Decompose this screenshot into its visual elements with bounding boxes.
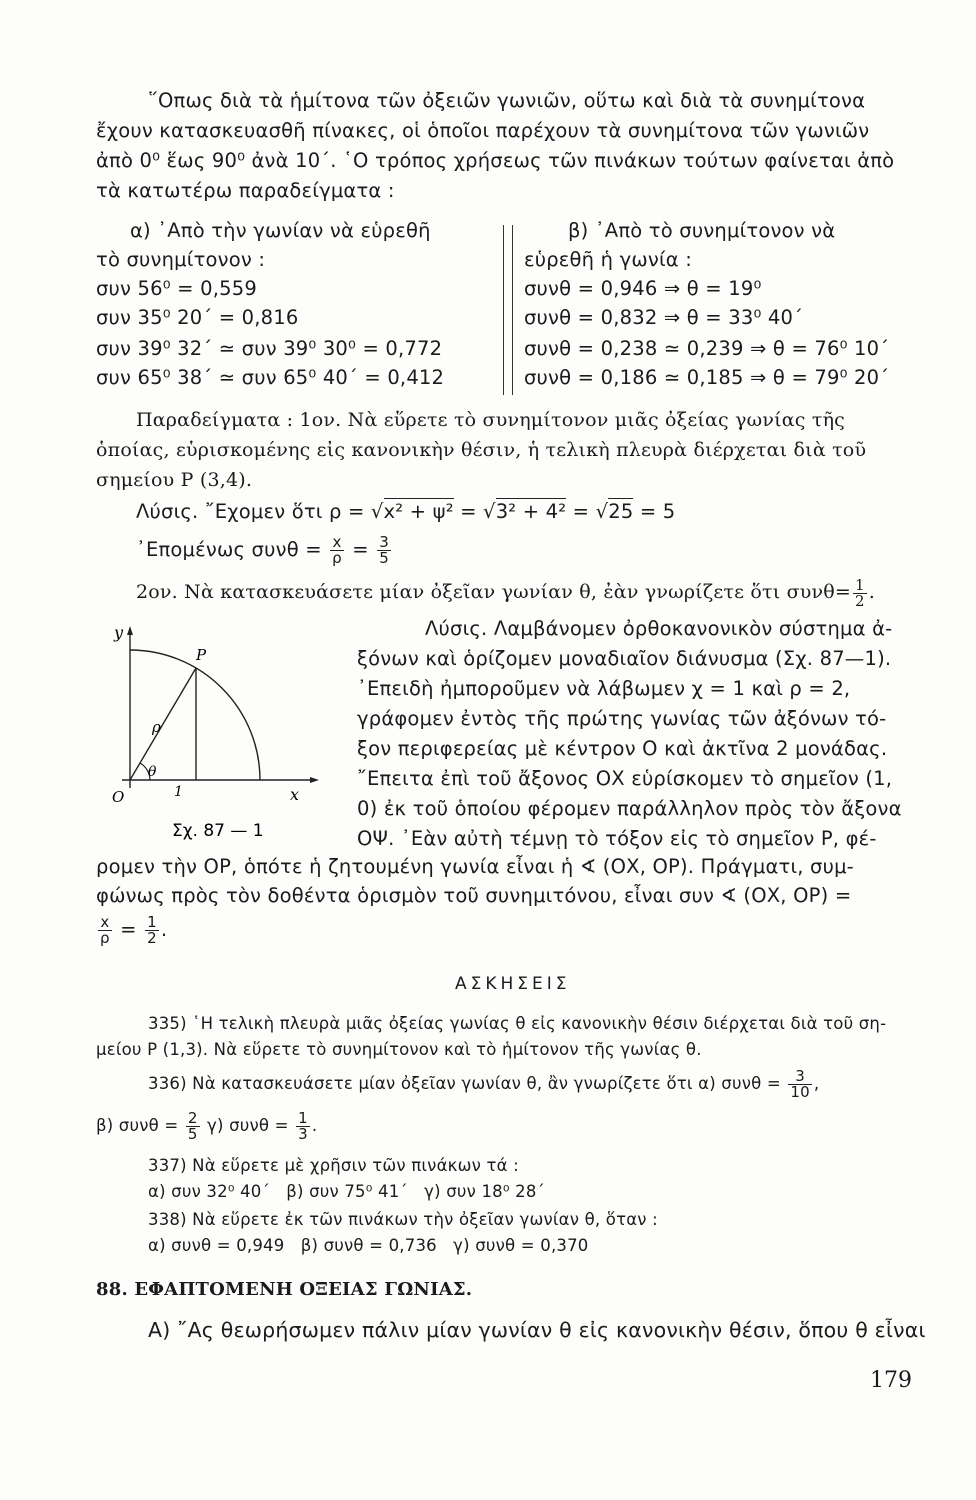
example-1-line-1: Παραδείγματα : 1ον. Νὰ εὕρετε τὸ συνημίτονον μιᾶς ὀξείας γωνίας τῆς <box>136 409 846 431</box>
col-b-line-3: συνθ = 0,946 ⇒ θ = 19⁰ <box>524 277 762 300</box>
frac-den: 5 <box>379 549 389 567</box>
intro-line-3: ἀπὸ 0⁰ ἕως 90⁰ ἀνὰ 10΄. ῾Ο τρόπος χρήσεως τῶν πινάκων τούτων φαίνεται ἀπὸ <box>96 149 895 172</box>
intro-line-4: τὰ κατωτέρω παραδείγματα : <box>96 179 395 202</box>
label-o: O <box>112 788 125 806</box>
exercise-336-a-text: 336) Νὰ κατασκευάσετε μίαν ὀξεῖαν γωνίαν θ, ἂν γνωρίζετε ὅτι α) συνθ = <box>148 1074 787 1093</box>
exercise-337-line-1: 337) Νὰ εὕρετε μὲ χρῆσιν τῶν πινάκων τά : <box>148 1156 519 1175</box>
solution-2-line-3: ᾿Επειδὴ ἠμποροῦμεν νὰ λάβωμεν χ = 1 καὶ ρ = 2, <box>357 677 851 700</box>
col-a-line-1: α) ᾿Απὸ τὴν γωνίαν νὰ εὑρεθῆ <box>130 219 431 242</box>
y-axis-arrow <box>127 626 133 635</box>
col-a-line-4: συν 35⁰ 20΄ = 0,816 <box>96 306 299 329</box>
figure-87-1 <box>100 620 330 845</box>
radicand-1: x² + ψ² <box>383 500 454 523</box>
radicand-3: 25 <box>608 500 634 523</box>
solution-2-eq: = <box>113 918 144 941</box>
frac-den: 5 <box>187 1125 198 1143</box>
exercise-336-a-end: , <box>813 1074 820 1093</box>
col-b-line-4: συνθ = 0,832 ⇒ θ = 33⁰ 40΄ <box>524 306 804 329</box>
solution-2-line-4: γράφομεν ἐντὸς τῆς πρώτης γωνίας τῶν ἀξόνων τό- <box>357 707 887 730</box>
col-a-line-6: συν 65⁰ 38΄ ≃ συν 65⁰ 40΄ = 0,412 <box>96 366 445 389</box>
frac-num: 2 <box>187 1109 198 1127</box>
figure-caption: Σχ. 87 — 1 <box>172 821 264 841</box>
solution-2-line-7: 0) ἐκ τοῦ ὁποίου φέρομεν παράλληλον πρὸς τὸν ἄξονα <box>357 797 902 820</box>
frac-num: 3 <box>379 533 389 551</box>
fraction-1-over-3 <box>296 1111 310 1142</box>
exercise-336-line-2 <box>96 1106 317 1146</box>
label-p: P <box>196 646 207 664</box>
example-2-text: 2ον. Νὰ κατασκευάσετε μίαν ὀξεῖαν γωνίαν θ, ἐὰν γνωρίζετε ὅτι συνθ= <box>136 581 852 603</box>
solution-1-end: = 5 <box>633 500 676 523</box>
solution-2-end: . <box>160 918 168 941</box>
frac-num: x <box>330 535 344 551</box>
fraction-2-over-5 <box>186 1111 200 1142</box>
fraction-x-over-rho <box>98 915 112 946</box>
exercise-336-c-end: . <box>311 1116 318 1135</box>
solution-1-prefix: Λύσις. ῎Εχομεν ὅτι ρ = √ <box>136 500 384 523</box>
solution-1-mid: = √ <box>453 500 496 523</box>
col-a-line-3: συν 56⁰ = 0,559 <box>96 277 257 300</box>
intro-line-2: ἔχουν κατασκευασθῆ πίνακες, οἱ ὁποῖοι παρέχουν τὰ συνημίτονα τῶν γωνιῶν <box>96 119 870 142</box>
solution-2-line-2: ξόνων καὶ ὁρίζομεν μοναδιαῖον διάνυσμα (Σχ. 87—1). <box>357 647 892 670</box>
frac-num: 1 <box>298 1109 308 1127</box>
section-text: Α) ῎Ας θεωρήσωμεν πάλιν μίαν γωνίαν θ εἰς κανονικὴν θέσιν, ὅπου θ εἶναι <box>148 1318 926 1342</box>
exercise-335-line-2: μείου P (1,3). Νὰ εὕρετε τὸ συνημίτονον καὶ τὸ ἡμίτονον τῆς γωνίας θ. <box>96 1040 702 1059</box>
example-2 <box>136 572 875 612</box>
frac-num: 1 <box>855 575 865 594</box>
exercise-338-line-1: 338) Νὰ εὕρετε ἐκ τῶν πινάκων τὴν ὀξεῖαν γωνίαν θ, ὅταν : <box>148 1210 658 1229</box>
frac-den: 2 <box>147 929 157 947</box>
fraction-1-over-2 <box>853 575 867 610</box>
page-number: 179 <box>870 1368 912 1393</box>
solution-2-line-10: φώνως πρὸς τὸν δοθέντα ὁρισμὸν τοῦ συνημιτόνου, εἶναι συν ∢ (ΟΧ, ΟΡ) = <box>96 884 852 907</box>
frac-den: 2 <box>855 591 865 610</box>
fraction-x-over-rho <box>330 535 344 566</box>
frac-den: 3 <box>298 1125 308 1143</box>
solution-1-line-1 <box>136 500 675 524</box>
col-b-line-6: συνθ = 0,186 ≃ 0,185 ⇒ θ = 79⁰ 20΄ <box>524 366 890 389</box>
label-x: x <box>290 785 300 804</box>
solution-2-line-9: ρομεν τὴν ΟΡ, ὁπότε ἡ ζητουμένη γωνία εἶναι ἡ ∢ (ΟΧ, ΟΡ). Πράγματι, συμ- <box>96 855 854 878</box>
solution-2-line-8: ΟΨ. ᾿Εὰν αὐτὴ τέμνῃ τὸ τόξον εἰς τὸ σημεῖον P, φέ- <box>357 827 877 850</box>
frac-num: x <box>98 915 112 931</box>
label-one: 1 <box>174 784 183 800</box>
label-theta: θ <box>148 764 157 780</box>
col-a-line-5: συν 39⁰ 32΄ ≃ συν 39⁰ 30⁰ = 0,772 <box>96 337 443 360</box>
exercises-title: ΑΣΚΗΣΕΙΣ <box>455 974 571 994</box>
fraction-3-over-5 <box>377 535 391 566</box>
solution-1-line-2 <box>136 530 393 570</box>
exercise-336-line-1 <box>148 1064 819 1104</box>
label-y: y <box>114 623 124 642</box>
col-a-line-2: τὸ συνημίτονον : <box>96 248 266 271</box>
column-divider <box>503 225 513 395</box>
radicand-2: 3² + 4² <box>495 500 567 523</box>
solution-1b-eq: = <box>345 538 376 561</box>
solution-2-final <box>96 910 167 950</box>
col-b-line-2: εὑρεθῆ ἡ γωνία : <box>524 248 692 271</box>
frac-den: ρ <box>332 549 342 567</box>
frac-den: 10 <box>790 1083 810 1101</box>
example-1-line-2: ὁποίας, εὑρισκομένης εἰς κανονικὴν θέσιν, ἡ τελικὴ πλευρὰ διέρχεται διὰ τοῦ <box>96 439 867 461</box>
frac-num: 1 <box>147 913 157 931</box>
frac-den: ρ <box>100 929 110 947</box>
solution-1b-prefix: ᾿Επομένως συνθ = <box>136 538 329 561</box>
solution-1-mid2: = √ <box>566 500 609 523</box>
col-b-line-1: β) ᾿Απὸ τὸ συνημίτονον νὰ <box>568 219 836 242</box>
solution-2-line-1: Λύσις. Λαμβάνομεν ὀρθοκανονικὸν σύστημα ἀ- <box>425 617 893 640</box>
exercise-335-line-1: 335) ῾Η τελικὴ πλευρὰ μιᾶς ὀξείας γωνίας θ εἰς κανονικὴν θέσιν διέρχεται διὰ τοῦ ση- <box>148 1014 887 1033</box>
solution-2-line-6: ῎Επειτα ἐπὶ τοῦ ἄξονος ΟΧ εὑρίσκομεν τὸ σημεῖον (1, <box>357 767 893 790</box>
exercise-337-line-2: α) συν 32⁰ 40΄ β) συν 75⁰ 41΄ γ) συν 18⁰ 28΄ <box>148 1182 545 1201</box>
label-rho: ρ <box>152 718 161 736</box>
fraction-1-over-2 <box>145 915 159 946</box>
fraction-3-over-10 <box>788 1069 812 1100</box>
exercise-336-b-text: β) συνθ = <box>96 1116 184 1135</box>
intro-line-1: ῞Οπως διὰ τὰ ἡμίτονα τῶν ὀξειῶν γωνιῶν, οὕτω καὶ διὰ τὰ συνημίτονα <box>148 89 866 112</box>
example-1-line-3: σημείου P (3,4). <box>96 469 253 491</box>
frac-num: 3 <box>788 1069 812 1085</box>
solution-2-line-5: ξον περιφερείας μὲ κέντρον Ο καὶ ἀκτῖνα 2 μονάδας. <box>357 737 888 760</box>
x-axis-arrow <box>310 777 319 783</box>
col-b-line-5: συνθ = 0,238 ≃ 0,239 ⇒ θ = 76⁰ 10΄ <box>524 337 890 360</box>
exercise-336-c-text: γ) συνθ = <box>201 1116 295 1135</box>
example-2-end: . <box>868 581 876 603</box>
exercise-338-line-2: α) συνθ = 0,949 β) συνθ = 0,736 γ) συνθ = 0,370 <box>148 1236 589 1255</box>
section-title: 88. ΕΦΑΠΤΟΜΕΝΗ ΟΞΕΙΑΣ ΓΩΝΙΑΣ. <box>96 1279 473 1300</box>
